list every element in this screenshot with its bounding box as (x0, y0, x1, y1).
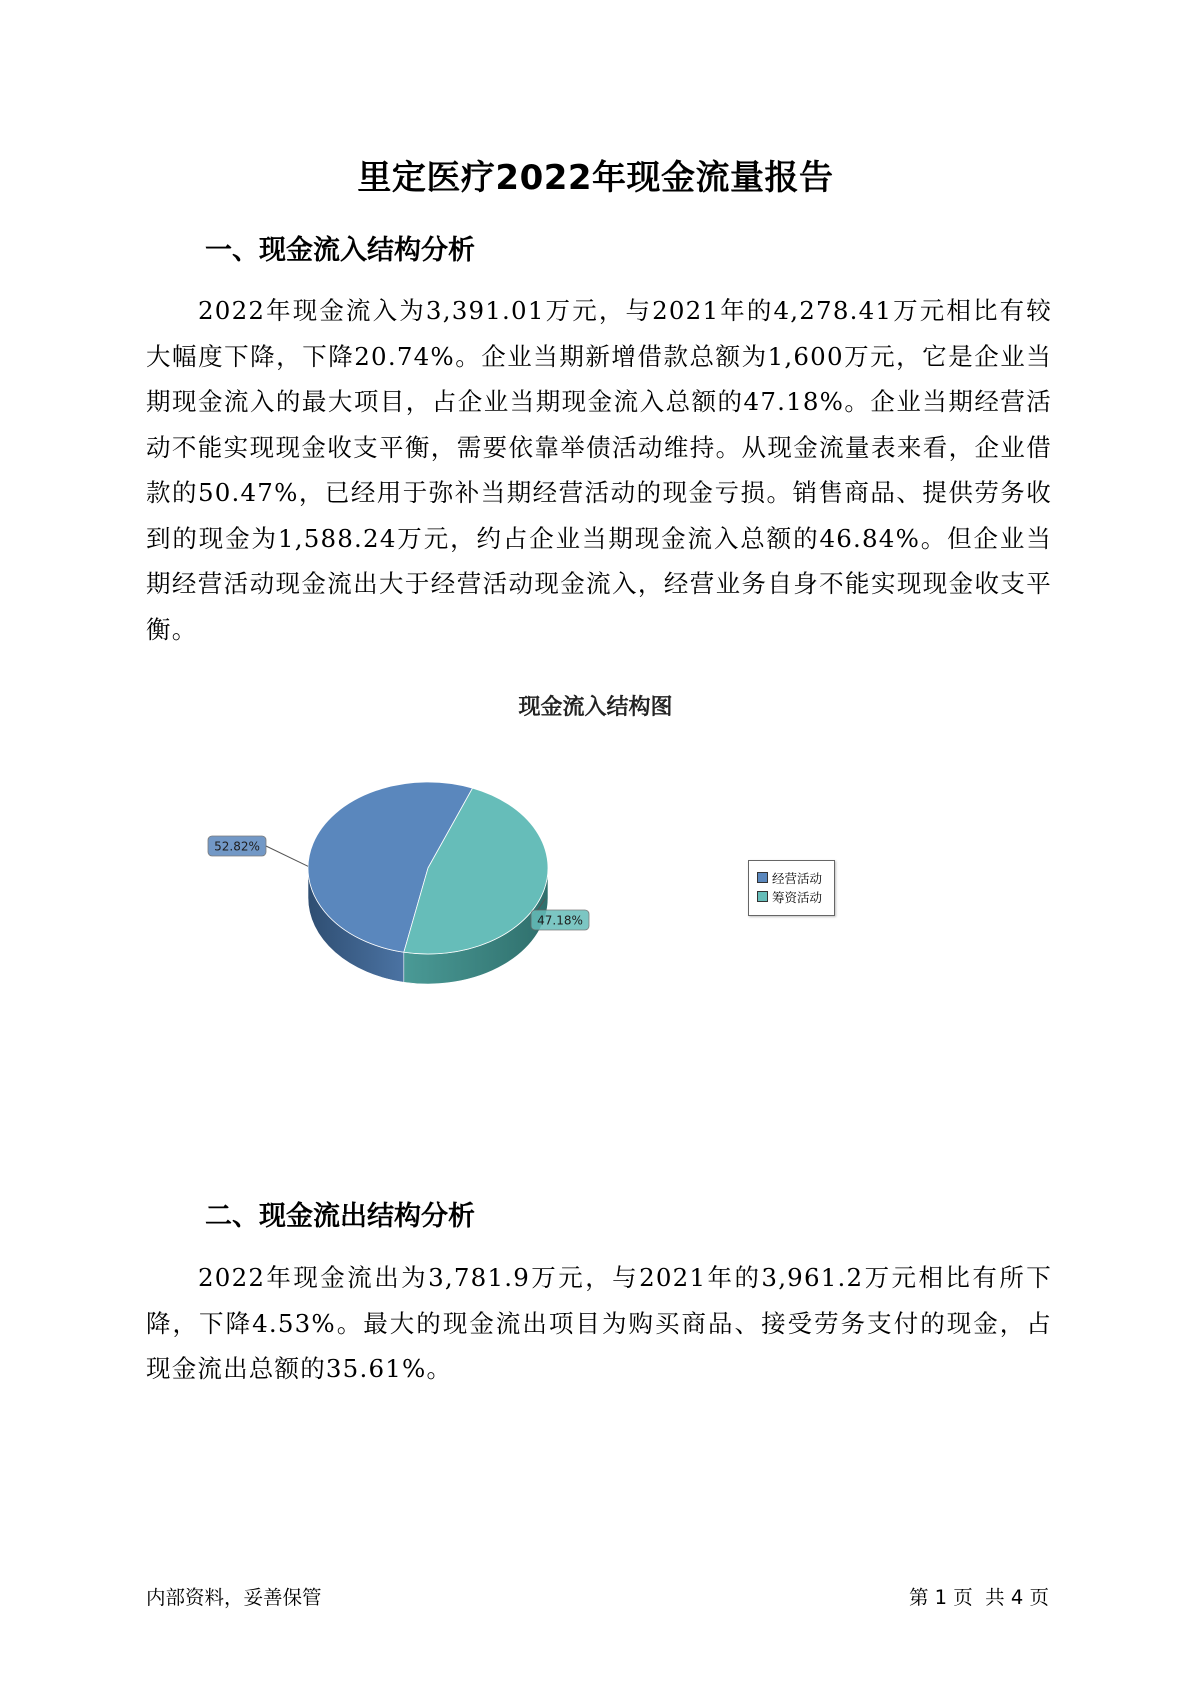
legend-item-operating (757, 868, 834, 887)
legend-swatch-financing (757, 891, 768, 902)
chart-legend (748, 860, 835, 916)
pie-chart (200, 760, 640, 1000)
pie-data-label-0: 52.82% (214, 839, 260, 854)
legend-label-financing: 筹资活动 (772, 889, 823, 905)
section-heading-inflow: 一、现金流入结构分析 (205, 235, 475, 266)
document-title: 里定医疗2022年现金流量报告 (357, 158, 834, 198)
legend-label-operating: 经营活动 (772, 870, 823, 886)
legend-item-financing (757, 887, 834, 906)
footer-confidential: 内部资料，妥善保管 (146, 1586, 322, 1609)
section-paragraph-inflow: 2022年现金流入为3,391.01万元，与2021年的4,278.41万元相比有较大幅度下降，下降20.74%。企业当期新增借款总额为1,600万元，它是企业当期现金流入的最大项目，占企业当期现金流入总额的47.18%。企业当期经营活动不能实现现金收支平衡，需要依靠举债活动维持。从现金流量表来看，企业借款的50.47%，已经用于弥补当期经营活动的现金亏损。销售商品、提供劳务收到的现金为1,588.24万元，约占企业当期现金流入总额的46.84%。但企业当期经营活动现金流出大于经营活动现金流入，经营业务自身不能实现现金收支平衡。 (146, 296, 1052, 644)
section-paragraph-outflow: 2022年现金流出为3,781.9万元，与2021年的3,961.2万元相比有所下降，下降4.53%。最大的现金流出项目为购买商品、接受劳务支付的现金，占现金流出总额的35.61%。 (146, 1263, 1052, 1383)
legend-swatch-operating (757, 872, 768, 883)
section-heading-outflow: 二、现金流出结构分析 (205, 1201, 475, 1232)
pie-data-label-1: 47.18% (537, 913, 583, 928)
footer-page-number: 第 1 页 共 4 页 (908, 1586, 1049, 1609)
chart-title: 现金流入结构图 (518, 695, 673, 720)
pie-leader-0 (266, 846, 308, 866)
